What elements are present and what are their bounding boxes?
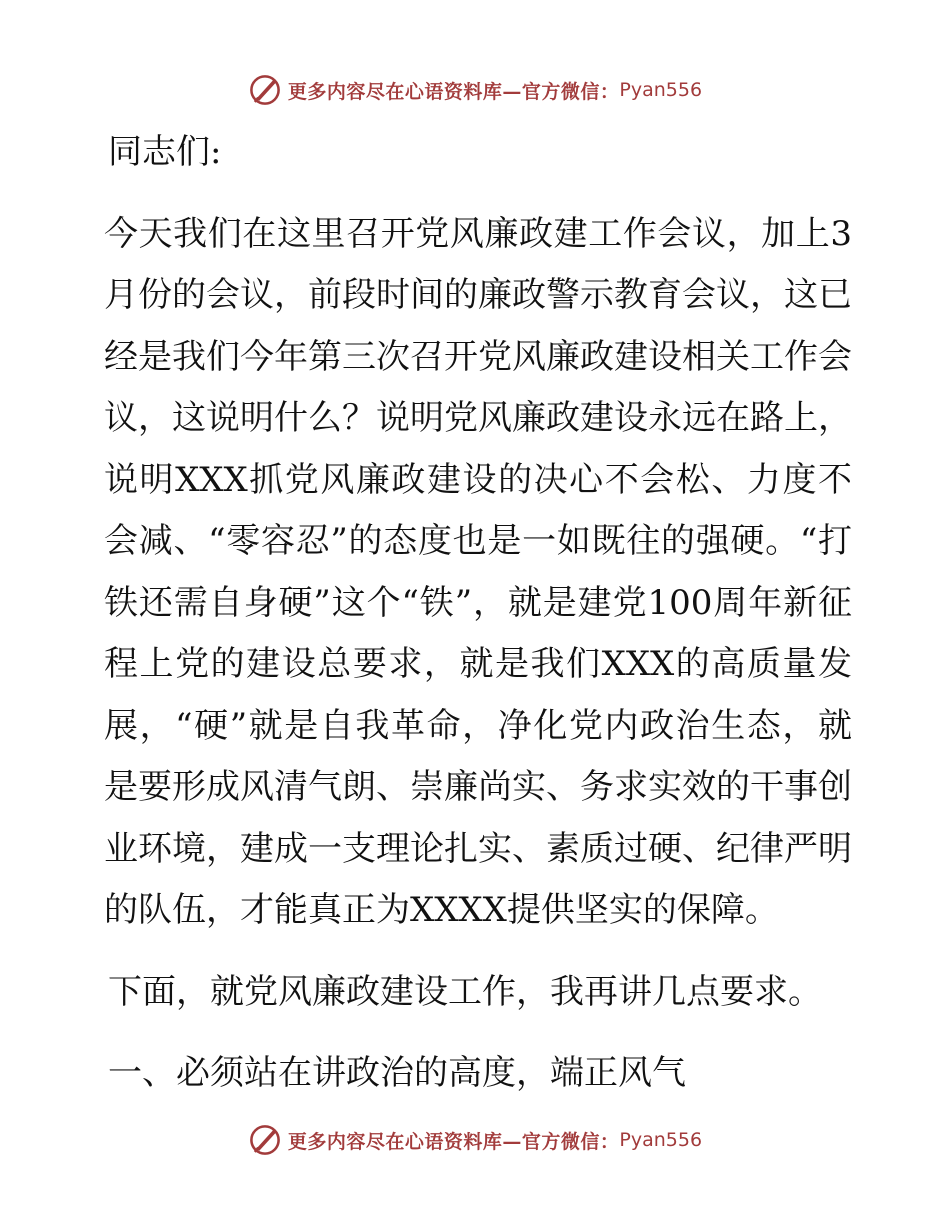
watermark-text: 更多内容尽在心语资料库—官方微信： [287, 1130, 620, 1153]
document-body [96, 122, 852, 1105]
watermark-text: 更多内容尽在心语资料库—官方微信： [287, 80, 620, 103]
quill-pen-logo-icon [248, 1123, 282, 1157]
quill-pen-logo-icon [248, 73, 282, 107]
header-watermark [0, 70, 950, 110]
paragraph-intro: 今天我们在这里召开党风廉政建工作会议，加上3月份的会议，前段时间的廉政警示教育会议，这已经是我们今年第三次召开党风廉政建设相关工作会议，这说明什么？说明党风廉政建设永远在路上，说明XXX抓党风廉政建设的决心不会松、力度不会减、“零容忍”的态度也是一如既往的强硬。“打铁还需自身硬”这个“铁”，就是建党100周年新征程上党的建设总要求，就是我们XXX的高质量发展，“硬”就是自我革命，净化党内政治生态，就是要形成风清气朗、崇廉尚实、务求实效的干事创业环境，建成一支理论扎实、素质过硬、纪律严明的队伍，才能真正为XXXX提供坚实的保障。 [104, 213, 852, 930]
greeting: 同志们: [108, 132, 222, 172]
watermark-wechat-id: Pyan556 [619, 79, 703, 101]
paragraph-requirements: 下面，就党风廉政建设工作，我再讲几点要求。 [108, 971, 822, 1012]
watermark-wechat-id: Pyan556 [619, 1129, 703, 1151]
footer-watermark [0, 1120, 950, 1160]
section-heading-1: 一、必须站在讲政治的高度，端正风气 [108, 1053, 686, 1093]
